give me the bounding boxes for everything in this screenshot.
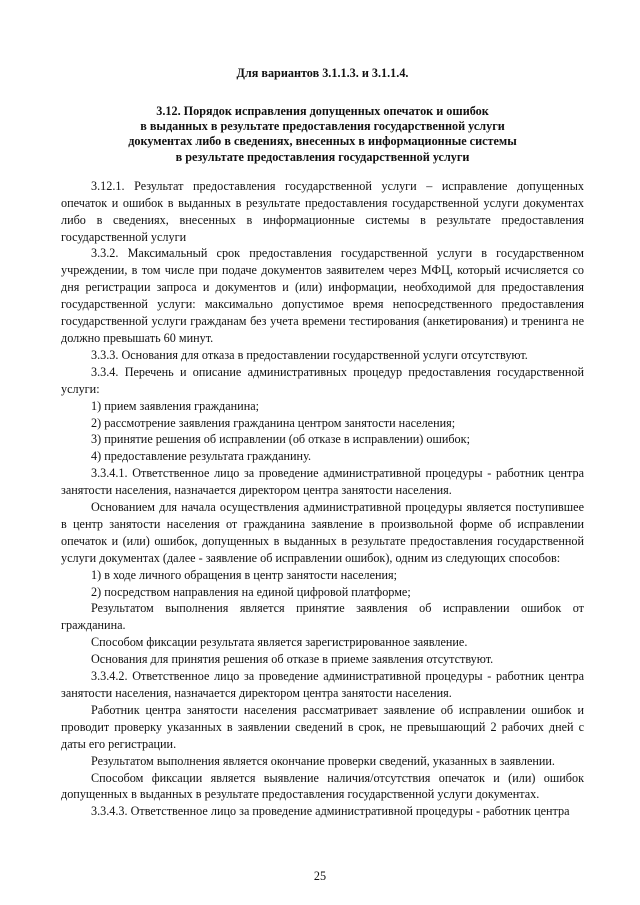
list-item: 3) принятие решения об исправлении (об отказе в исправлении) ошибок;: [91, 432, 470, 447]
paragraph: 3.12.1. Результат предоставления государственной услуги – исправление допущенных опечаток и ошибок в выданных в результате предоставления государственной услуги документах либо в сведениях, внесенных в информационные системы в результате предоставления государственной услуги: [61, 178, 584, 244]
variant-heading: Для вариантов 3.1.1.3. и 3.1.1.4.: [236, 66, 409, 80]
list-item: 1) прием заявления гражданина;: [91, 398, 260, 413]
section-title-line: в выданных в результате предоставления государственной услуги: [140, 119, 505, 134]
section-title-line: документах либо в сведениях, внесенных в информационные системы: [128, 134, 517, 149]
list-item: 1) в ходе личного обращения в центр занятости населения;: [91, 567, 398, 582]
paragraph: Способом фиксации является выявление наличия/отсутствия опечаток и (или) ошибок допущенных в выданных в результате предоставления государственной услуги документах.: [61, 770, 584, 802]
paragraph: 3.3.4. Перечень и описание административных процедур предоставления государственной услуги:: [61, 364, 584, 396]
document-body: [61, 178, 584, 820]
section-title-line: 3.12. Порядок исправления допущенных опечаток и ошибок: [156, 104, 489, 118]
list-item: 2) рассмотрение заявления гражданина центром занятости населения;: [91, 415, 456, 430]
paragraph: 3.3.4.2. Ответственное лицо за проведение административной процедуры - работник центра занятости населения, назначается директором центра занятости населения.: [61, 669, 584, 700]
paragraph: Основанием для начала осуществления административной процедуры является поступившее в центр занятости населения от гражданина заявление в произвольной форме об исправлении опечаток и (или) ошибок, допущенных в выданных в результате предоставления государственной услуги документах (далее - заявление об исправлении ошибок), одним из следующих способов:: [61, 500, 584, 565]
paragraph: Способом фиксации результата является зарегистрированное заявление.: [91, 635, 468, 650]
paragraph: Результатом выполнения является принятие заявления об исправлении ошибок от гражданина.: [61, 601, 584, 633]
paragraph: Работник центра занятости населения рассматривает заявление об исправлении ошибок и проводит проверку указанных в заявлении сведений в срок, не превышающий 2 рабочих дней с даты его регистрации.: [61, 702, 584, 751]
paragraph: 3.3.4.3. Ответственное лицо за проведение административной процедуры - работник центра: [91, 804, 570, 819]
page-number: 25: [313, 869, 327, 883]
paragraph: 3.3.4.1. Ответственное лицо за проведение административной процедуры - работник центра занятости населения, назначается директором центра занятости населения.: [61, 466, 584, 498]
paragraph: Основания для принятия решения об отказе в приеме заявления отсутствуют.: [91, 652, 494, 667]
paragraph: 3.3.2. Максимальный срок предоставления государственной услуги в государственном учреждении, в том числе при подаче документов заявителем через МФЦ, который исчисляется со дня регистрации запроса и документов и (или) информации, необходимой для предоставления государственной услуги: максимально допустимое время непосредственного предоставления государственной услуги гражданам без учета времени тестирования (анкетирования) и тренинга не должно превышать 60 минут.: [61, 246, 584, 345]
section-title-line: в результате предоставления государственной услуги: [175, 149, 470, 164]
section-title: [61, 104, 584, 165]
paragraph: 3.3.3. Основания для отказа в предоставлении государственной услуги отсутствуют.: [91, 347, 528, 362]
list-item: 4) предоставление результата гражданину.: [91, 449, 312, 464]
paragraph: Результатом выполнения является окончание проверки сведений, указанных в заявлении.: [91, 753, 555, 768]
list-item: 2) посредством направления на единой цифровой платформе;: [91, 584, 411, 599]
